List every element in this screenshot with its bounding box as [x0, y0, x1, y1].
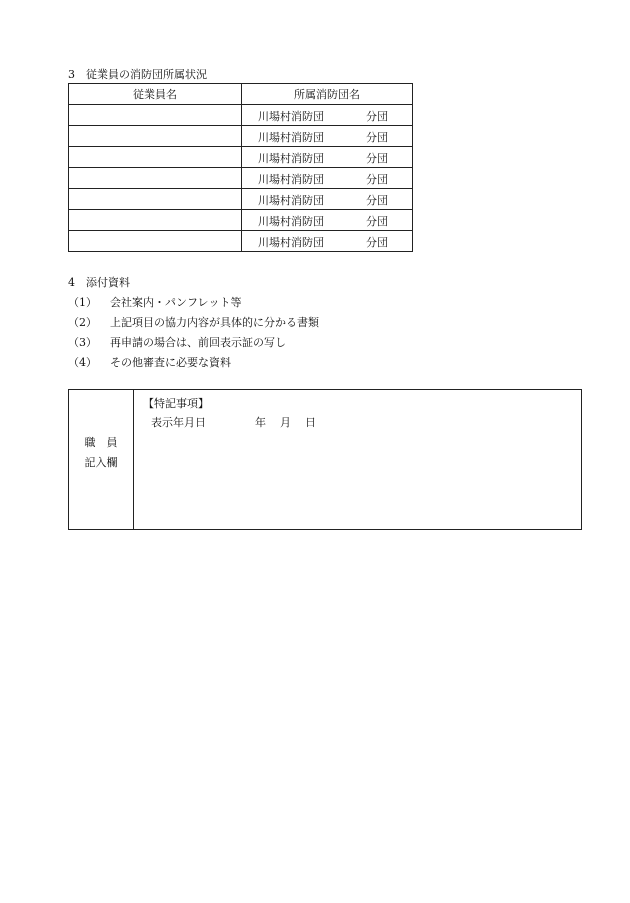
table-row — [69, 126, 413, 147]
column-header-unit: 所属消防団名 — [242, 84, 413, 105]
item-number: （4） — [68, 356, 97, 369]
branch-label: 分団 — [366, 173, 388, 186]
employee-fire-brigade-table — [68, 83, 413, 252]
item-text: その他審査に必要な資料 — [110, 356, 231, 369]
village-label: 川場村消防団 — [258, 194, 324, 207]
employee-name-cell[interactable] — [69, 105, 242, 126]
box-divider — [133, 390, 134, 529]
table-row — [69, 105, 413, 126]
item-text: 再申請の場合は、前回表示証の写し — [110, 336, 286, 349]
column-header-employee: 従業員名 — [69, 84, 242, 105]
unit-cell[interactable] — [242, 126, 413, 147]
branch-label: 分団 — [366, 110, 388, 123]
unit-cell[interactable] — [242, 189, 413, 210]
branch-label: 分団 — [366, 215, 388, 228]
attachment-item — [68, 354, 231, 370]
unit-cell[interactable] — [242, 210, 413, 231]
display-date-label: 表示年月日 — [151, 416, 206, 429]
branch-label: 分団 — [366, 152, 388, 165]
staff-label-line2: 記入欄 — [84, 456, 118, 469]
item-text: 上記項目の協力内容が具体的に分かる書類 — [110, 316, 319, 329]
branch-label: 分団 — [366, 194, 388, 207]
year-label: 年 — [255, 416, 266, 429]
item-number: （2） — [68, 316, 97, 329]
unit-cell[interactable] — [242, 147, 413, 168]
table-header-row — [69, 84, 413, 105]
branch-label: 分団 — [366, 236, 388, 249]
employee-name-cell[interactable] — [69, 210, 242, 231]
employee-name-cell[interactable] — [69, 126, 242, 147]
unit-cell[interactable] — [242, 105, 413, 126]
attachment-item — [68, 314, 319, 330]
village-label: 川場村消防団 — [258, 236, 324, 249]
village-label: 川場村消防団 — [258, 173, 324, 186]
attachment-item — [68, 294, 241, 310]
item-number: （1） — [68, 296, 97, 309]
staff-label-line1: 職 員 — [84, 436, 118, 449]
day-label: 日 — [305, 416, 316, 429]
employee-name-cell[interactable] — [69, 147, 242, 168]
staff-entry-box — [68, 389, 582, 530]
table-row — [69, 147, 413, 168]
table-row — [69, 168, 413, 189]
village-label: 川場村消防団 — [258, 110, 324, 123]
employee-name-cell[interactable] — [69, 231, 242, 252]
village-label: 川場村消防団 — [258, 152, 324, 165]
item-number: （3） — [68, 336, 97, 349]
section3-heading: 3 従業員の消防団所属状況 — [68, 68, 207, 81]
village-label: 川場村消防団 — [258, 215, 324, 228]
employee-name-cell[interactable] — [69, 168, 242, 189]
section4-heading: 4 添付資料 — [68, 276, 130, 289]
attachment-item — [68, 334, 286, 350]
table-row — [69, 210, 413, 231]
special-notes-title: 【特記事項】 — [143, 397, 209, 410]
village-label: 川場村消防団 — [258, 131, 324, 144]
table-row — [69, 189, 413, 210]
table-row — [69, 231, 413, 252]
item-text: 会社案内・パンフレット等 — [110, 296, 242, 309]
unit-cell[interactable] — [242, 168, 413, 189]
unit-cell[interactable] — [242, 231, 413, 252]
month-label: 月 — [280, 416, 291, 429]
branch-label: 分団 — [366, 131, 388, 144]
employee-name-cell[interactable] — [69, 189, 242, 210]
